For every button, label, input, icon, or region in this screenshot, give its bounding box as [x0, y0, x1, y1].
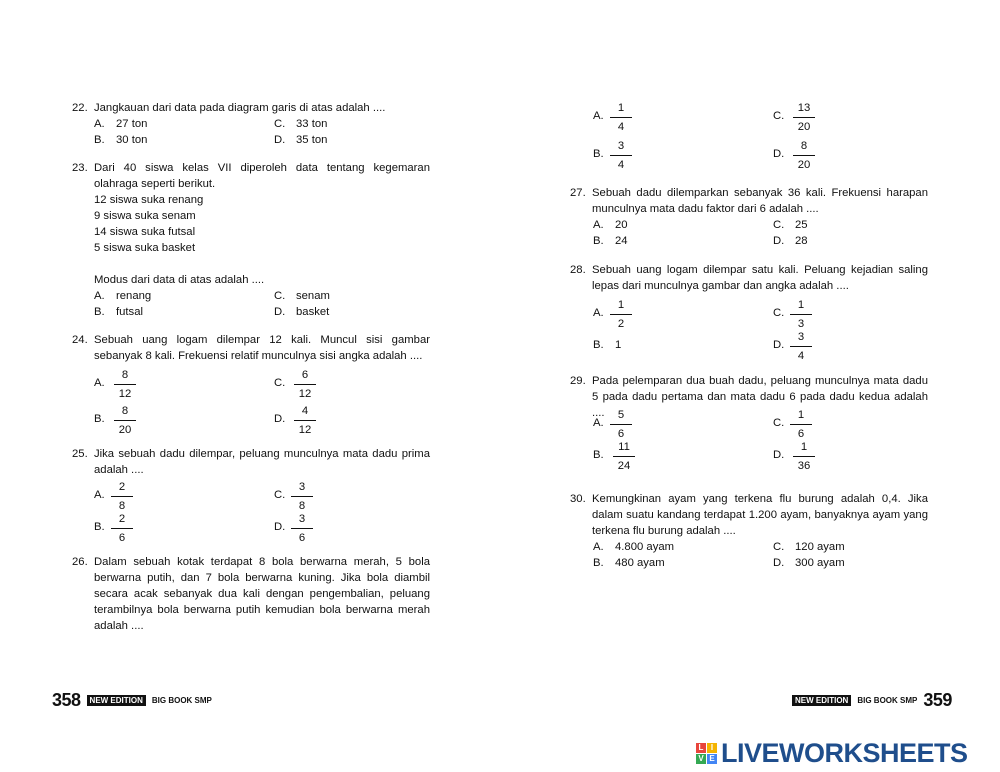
question-text: Sebuah uang logam dilempar satu kali. Peluang kejadian saling lepas dari munculnya gambar dan angka adalah .... [592, 264, 928, 292]
q26-option-a-fraction[interactable]: $\frac{1}{4}$ [610, 101, 632, 134]
q22-option-b[interactable]: B. 30 ton [94, 134, 148, 146]
q29-option-b-label[interactable]: B. [593, 449, 604, 461]
q23-option-a[interactable]: A. renang [94, 290, 152, 302]
logo-cell: V [696, 754, 706, 764]
q26-option-b-label[interactable]: B. [593, 148, 604, 160]
q29-option-d-label[interactable]: D. [773, 449, 785, 461]
question-text: Jika sebuah dadu dilempar, peluang munculnya mata dadu prima adalah .... [94, 448, 430, 476]
question-24 [72, 332, 430, 364]
q30-option-a[interactable]: A. 4.800 ayam [593, 541, 675, 553]
question-number: 29. [570, 375, 586, 387]
q25-option-c-fraction[interactable]: $\frac{3}{8}$ [291, 480, 313, 513]
q22-option-c[interactable]: C. 33 ton [274, 118, 328, 130]
data-line: 5 siswa suka basket [94, 242, 196, 254]
question-text: Dalam sebuah kotak terdapat 8 bola berwarna merah, 5 bola berwarna putih, dan 7 bola berwarna kuning. Jika bola diambil secara acak sebanyak dua kali dengan pengembalian, peluang terambilnya bola berwarna putih kemudian bola berwarna merah adalah .... [94, 556, 430, 632]
page-number: 358 [52, 690, 81, 710]
q28-option-c-fraction[interactable]: $\frac{1}{3}$ [790, 298, 812, 331]
q24-option-b-label[interactable]: B. [94, 413, 105, 425]
liveworksheets-logo[interactable] [696, 738, 968, 769]
logo-mark-icon [696, 743, 717, 764]
q30-option-d[interactable]: D. 300 ayam [773, 557, 845, 569]
q30-option-c[interactable]: C. 120 ayam [773, 541, 845, 553]
q29-option-a-label[interactable]: A. [593, 417, 604, 429]
q25-option-b-label[interactable]: B. [94, 521, 105, 533]
question-number: 27. [570, 187, 586, 199]
question-number: 30. [570, 493, 586, 505]
q22-option-d[interactable]: D. 35 ton [274, 134, 328, 146]
q27-option-a[interactable]: A. 20 [593, 219, 628, 231]
q22-option-a[interactable]: A. 27 ton [94, 118, 148, 130]
book-title: BIG BOOK SMP [151, 696, 212, 705]
q29-option-b-fraction[interactable]: $\frac{11}{24}$ [613, 440, 635, 473]
data-line: 14 siswa suka futsal [94, 226, 196, 238]
q28-option-b[interactable]: B. 1 [593, 339, 622, 351]
question-number: 24. [72, 334, 88, 346]
book-title: BIG BOOK SMP [857, 696, 918, 705]
question-text: Sebuah dadu dilemparkan sebanyak 36 kali. Frekuensi harapan munculnya mata dadu faktor dari 6 adalah .... [592, 187, 928, 215]
q27-option-b[interactable]: B. 24 [593, 235, 628, 247]
question-28 [570, 262, 928, 294]
question-text: Jangkauan dari data pada diagram garis di atas adalah .... [94, 102, 386, 114]
question-number: 28. [570, 264, 586, 276]
right-footer [792, 690, 952, 711]
logo-cell: E [707, 754, 717, 764]
edition-badge: NEW EDITION [87, 695, 146, 706]
question-number: 26. [72, 556, 88, 568]
question-prompt: Modus dari data di atas adalah .... [94, 274, 265, 286]
question-27 [570, 185, 928, 217]
q28-option-a-label[interactable]: A. [593, 307, 604, 319]
question-text: Pada pelemparan dua buah dadu, peluang munculnya mata dadu 5 pada dadu pertama dan mata dadu 6 pada dadu kedua adalah .... [592, 375, 928, 419]
question-number: 22. [72, 102, 88, 114]
q23-option-c[interactable]: C. senam [274, 290, 330, 302]
question-text: Kemungkinan ayam yang terkena flu burung adalah 0,4. Jika dalam suatu kandang terdapat 1.200 ayam, banyaknya ayam yang terkena flu burung adalah .... [592, 493, 928, 537]
question-23 [72, 160, 430, 288]
q27-option-d[interactable]: D. 28 [773, 235, 808, 247]
q26-option-d-fraction[interactable]: $\frac{8}{20}$ [793, 139, 815, 172]
logo-cell: I [707, 743, 717, 753]
q23-option-d[interactable]: D. basket [274, 306, 330, 318]
q25-option-a-label[interactable]: A. [94, 489, 105, 501]
q28-option-d-fraction[interactable]: $\frac{3}{4}$ [790, 330, 812, 363]
q29-option-c-fraction[interactable]: $\frac{1}{6}$ [790, 408, 812, 441]
edition-badge: NEW EDITION [792, 695, 851, 706]
q24-option-b-fraction[interactable]: $\frac{8}{20}$ [114, 404, 136, 437]
q28-option-a-fraction[interactable]: $\frac{1}{2}$ [610, 298, 632, 331]
question-text: Dari 40 siswa kelas VII diperoleh data tentang kegemaran olahraga seperti berikut. [94, 162, 430, 190]
question-30 [570, 491, 928, 539]
q26-option-b-fraction[interactable]: $\frac{3}{4}$ [610, 139, 632, 172]
question-26 [72, 554, 430, 634]
q29-option-c-label[interactable]: C. [773, 417, 785, 429]
q25-option-d-fraction[interactable]: $\frac{3}{6}$ [291, 512, 313, 545]
q24-option-c-fraction[interactable]: $\frac{6}{12}$ [294, 368, 316, 401]
question-25 [72, 446, 430, 478]
question-22 [72, 100, 430, 116]
q27-option-c[interactable]: C. 25 [773, 219, 808, 231]
brand-name: LIVEWORKSHEETS [721, 738, 968, 768]
q25-option-b-fraction[interactable]: $\frac{2}{6}$ [111, 512, 133, 545]
q24-option-d-label[interactable]: D. [274, 413, 286, 425]
q26-option-c-fraction[interactable]: $\frac{13}{20}$ [793, 101, 815, 134]
question-number: 25. [72, 448, 88, 460]
q29-option-d-fraction[interactable]: $\frac{1}{36}$ [793, 440, 815, 473]
data-line: 9 siswa suka senam [94, 210, 196, 222]
q28-option-d-label[interactable]: D. [773, 339, 785, 351]
q23-option-b[interactable]: B. futsal [94, 306, 144, 318]
q25-option-a-fraction[interactable]: $\frac{2}{8}$ [111, 480, 133, 513]
q26-option-c-label[interactable]: C. [773, 110, 785, 122]
q24-option-d-fraction[interactable]: $\frac{4}{12}$ [294, 404, 316, 437]
q24-option-c-label[interactable]: C. [274, 377, 286, 389]
q25-option-c-label[interactable]: C. [274, 489, 286, 501]
q24-option-a-label[interactable]: A. [94, 377, 105, 389]
left-footer [52, 690, 212, 711]
question-text: Sebuah uang logam dilempar 12 kali. Muncul sisi gambar sebanyak 8 kali. Frekuensi relatif munculnya sisi angka adalah .... [94, 334, 430, 362]
q28-option-c-label[interactable]: C. [773, 307, 785, 319]
logo-cell: L [696, 743, 706, 753]
page-number: 359 [923, 690, 952, 710]
q26-option-d-label[interactable]: D. [773, 148, 785, 160]
q24-option-a-fraction[interactable]: $\frac{8}{12}$ [114, 368, 136, 401]
q30-option-b[interactable]: B. 480 ayam [593, 557, 665, 569]
q26-option-a-label[interactable]: A. [593, 110, 604, 122]
data-line: 12 siswa suka renang [94, 194, 204, 206]
q29-option-a-fraction[interactable]: $\frac{5}{6}$ [610, 408, 632, 441]
q25-option-d-label[interactable]: D. [274, 521, 286, 533]
question-number: 23. [72, 162, 88, 174]
